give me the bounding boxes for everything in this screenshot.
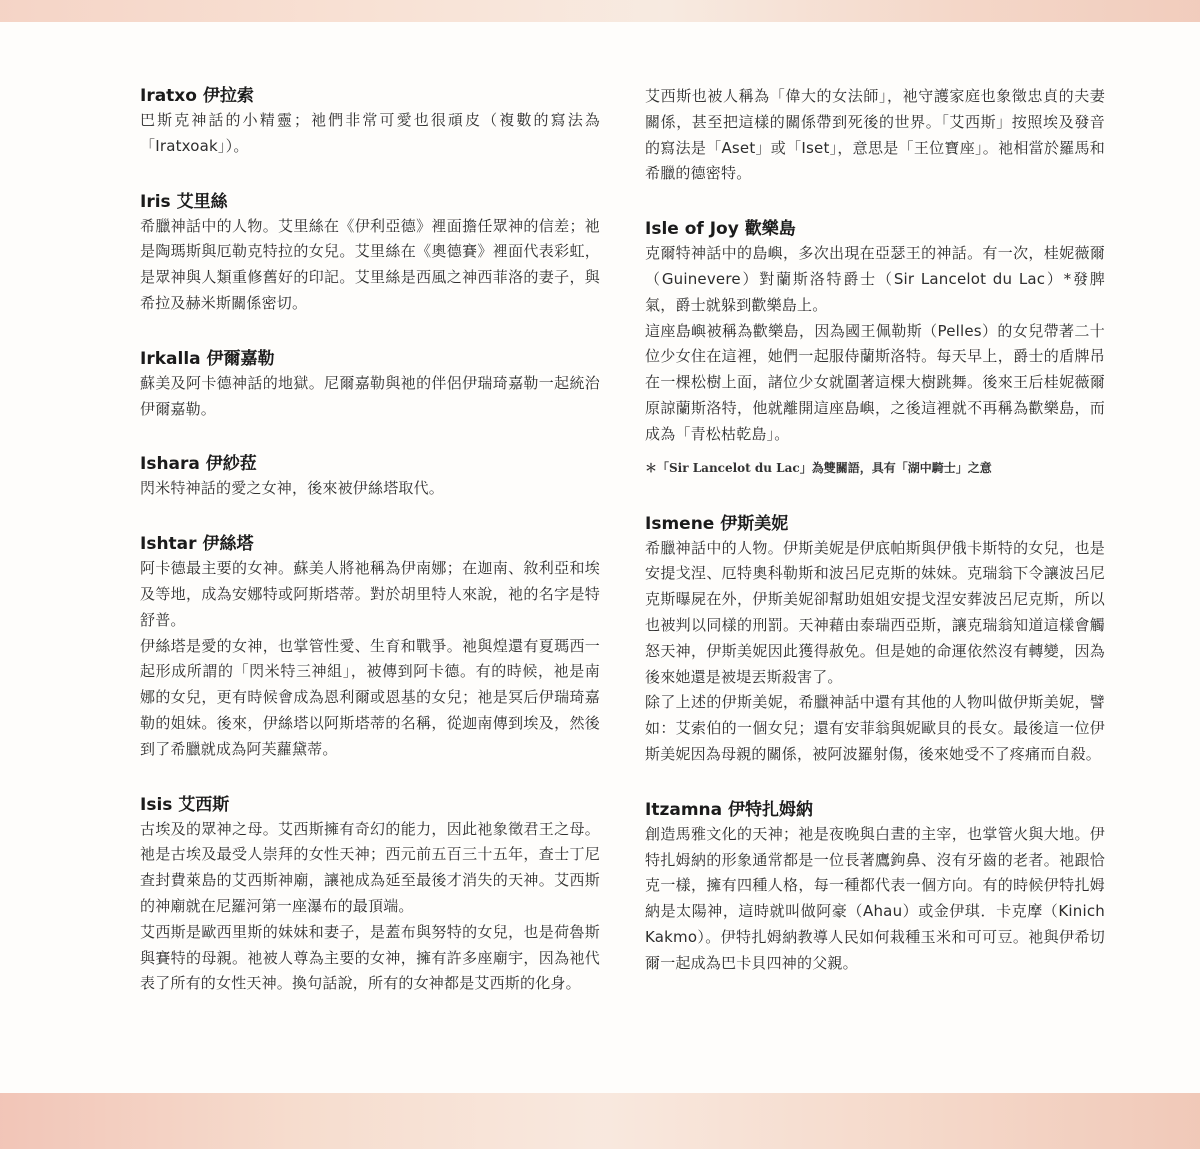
entry-title: Iratxo 伊拉索 [140,86,254,106]
top-decorative-band [0,0,1200,22]
entry-paragraph: 伊絲塔是愛的女神，也掌管性愛、生育和戰爭。祂與煌還有夏瑪西一起形成所謂的「閃米特三神組」，被傳到阿卡德。有的時候，祂是南娜的女兒，更有時候會成為恩利爾或恩基的女兒；祂是冥后伊瑞琦嘉勒的姐妹。後來，伊絲塔以阿斯塔蒂的名稱，從迦南傳到埃及，然後到了希臘就成為阿芙蘿黛蒂。 [140,636,600,758]
entry-paragraph: 巴斯克神話的小精靈；祂們非常可愛也很頑皮（複數的寫法為「Iratxoak」）。 [140,111,600,155]
entry-title: Ismene 伊斯美妮 [645,513,789,534]
entry-paragraph: 除了上述的伊斯美妮，希臘神話中還有其他的人物叫做伊斯美妮，譬如：艾索伯的一個女兒；還有安菲翁與妮歐貝的長女。最後這一位伊斯美妮因為母親的關係，被阿波羅射傷，後來她受不了疼痛而自殺。 [645,693,1105,763]
entry-paragraph: 古埃及的眾神之母。艾西斯擁有奇幻的能力，因此祂象徵君王之母。祂是古埃及最受人崇拜的女性天神；西元前五百三十五年，查士丁尼查封費萊島的艾西斯神廟，讓祂成為延至最後才消失的天神。艾西斯的神廟就在尼羅河第一座瀑布的最頂端。 [140,819,600,915]
entry-ishara [140,452,600,502]
entry-ishtar [140,532,600,762]
entry-paragraph: 艾西斯是歐西里斯的妹妹和妻子，是蓋布與努特的女兒，也是荷魯斯與賽特的母親。祂被人尊為主要的女神，擁有許多座廟宇，因為祂代表了所有的女性天神。換句話說，所有的女神都是艾西斯的化身。 [140,922,600,993]
entry-paragraph: 希臘神話中的人物。伊斯美妮是伊底帕斯與伊俄卡斯特的女兒，也是安提戈涅、厄特奧科勒斯和波呂尼克斯的妹妹。克瑞翁下令讓波呂尼克斯曝屍在外，伊斯美妮卻幫助姐姐安提戈涅安葬波呂尼克斯，所以也被判以同樣的刑罰。天神藉由泰瑞西亞斯，讓克瑞翁知道這樣會觸怒天神，伊斯美妮因此獲得赦免。但是她的命運依然沒有轉變，因為後來她還是被堤丟斯殺害了。 [645,538,1105,686]
right-column [645,84,1105,1007]
entry-paragraph: 蘇美及阿卡德神話的地獄。尼爾嘉勒與祂的伴侶伊瑞琦嘉勒一起統治伊爾嘉勒。 [140,373,600,418]
entry-paragraph: 這座島嶼被稱為歡樂島，因為國王佩勒斯（Pelles）的女兒帶著二十位少女住在這裡，她們一起服侍蘭斯洛特。每天早上，爵士的盾牌吊在一棵松樹上面，諸位少女就圍著這棵大樹跳舞。後來王后桂妮薇爾原諒蘭斯洛特，他就離開這座島嶼，之後這裡就不再稱為歡樂島，而成為「青松枯乾島」。 [645,321,1105,443]
entry-title: Ishtar 伊絲塔 [140,534,254,555]
entry-title: Isle of Joy 歡樂島 [645,219,796,240]
entry-paragraph: 創造馬雅文化的天神；祂是夜晚與白晝的主宰，也掌管火與大地。伊特扎姆納的形象通常都是一位長著鷹鉤鼻、沒有牙齒的老者。祂跟恰克一樣，擁有四種人格，每一種都代表一個方向。有的時候伊特扎姆納是太陽神，這時就叫做阿豪（Ahau）或金伊琪．卡克摩（Kinich Kakmo）。伊特扎姆納教導人民如何栽種玉米和可可豆。祂與伊希切爾一起成為巴卡貝四神的父親。 [645,824,1105,972]
entry-itzamna [645,798,1105,977]
entry-title: Irkalla 伊爾嘉勒 [140,348,275,369]
left-column [140,84,600,1027]
entry-irkalla [140,347,600,423]
entry-iratxo [140,84,600,160]
entry-isle-of-joy [645,217,1105,447]
bottom-decorative-band [0,1093,1200,1149]
entry-title: Iris 艾里絲 [140,191,228,212]
entry-paragraph: 希臘神話中的人物。艾里絲在《伊利亞德》裡面擔任眾神的信差；祂是陶瑪斯與厄勒克特拉的女兒。艾里絲在《奧德賽》裡面代表彩虹，是眾神與人類重修舊好的印記。艾里絲是西風之神西菲洛的妻子，與希拉及赫米斯關係密切。 [140,216,600,312]
entry-paragraph: 閃米特神話的愛之女神，後來被伊絲塔取代。 [140,479,445,498]
entry-title: Ishara 伊紗菈 [140,454,257,475]
entry-iris [140,190,600,317]
entry-isis-continued [645,84,1105,187]
entry-ismene [645,512,1105,768]
entry-paragraph: 阿卡德最主要的女神。蘇美人將祂稱為伊南娜；在迦南、敘利亞和埃及等地，成為安娜特或阿斯塔蒂。對於胡里特人來說，祂的名字是特舒普。 [140,559,600,629]
entry-paragraph: 克爾特神話中的島嶼，多次出現在亞瑟王的神話。有一次，桂妮薇爾（Guinevere）對蘭斯洛特爵士（Sir Lancelot du Lac）*發脾氣，爵士就躲到歡樂島上。 [645,244,1105,314]
footnote: ＊「Sir Lancelot du Lac」為雙關語，具有「湖中騎士」之意 [645,460,992,475]
entry-title: Isis 艾西斯 [140,794,230,815]
entry-paragraph: 艾西斯也被人稱為「偉大的女法師」，祂守護家庭也象徵忠貞的夫妻關係，甚至把這樣的關係帶到死後的世界。「艾西斯」按照埃及發音的寫法是「Aset」或「Iset」，意思是「王位寶座」。祂相當於羅馬和希臘的德密特。 [645,87,1105,183]
entry-title: Itzamna 伊特扎姆納 [645,799,814,820]
entry-isis [140,793,600,998]
